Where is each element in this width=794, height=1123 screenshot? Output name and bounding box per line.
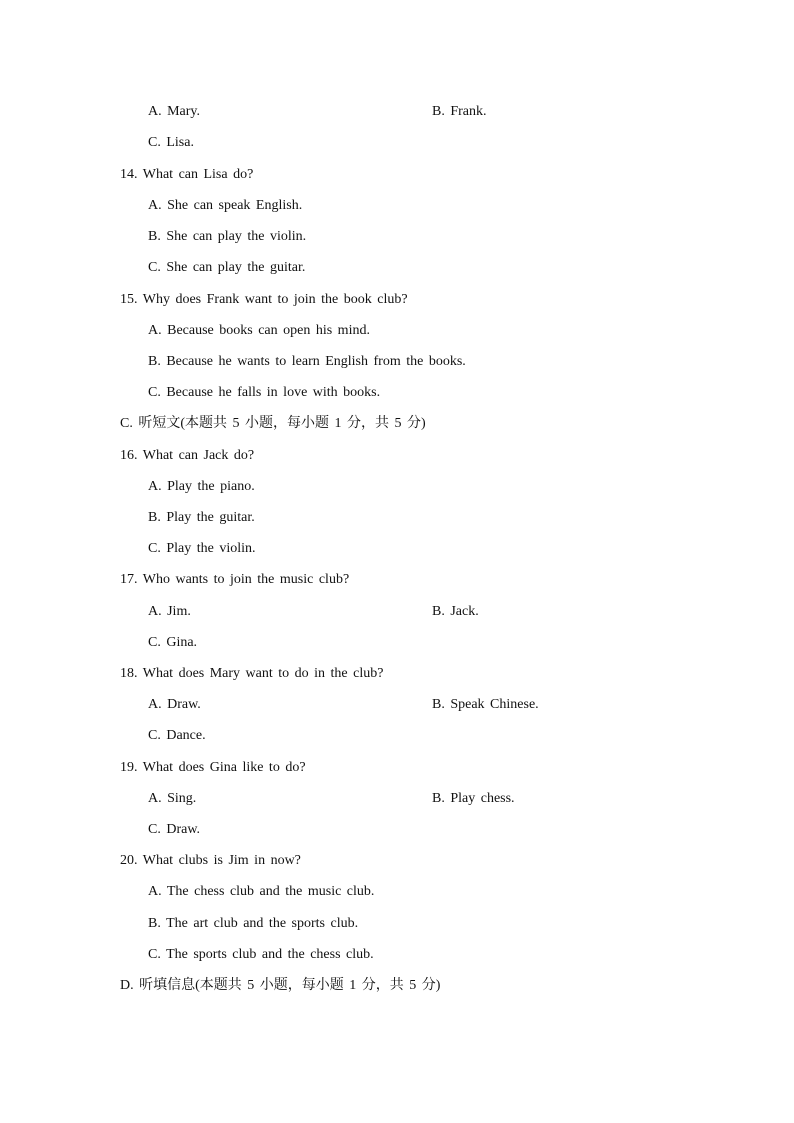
q17-option-b: B. Jack. [432,604,479,619]
q20-option-a: A. The chess club and the music club. [148,884,375,899]
q14-option-a: A. She can speak English. [148,198,303,213]
q13-option-a: A. Mary. [148,104,201,119]
q13-option-c: C. Lisa. [148,135,194,150]
q18-option-c: C. Dance. [148,728,206,743]
section-c-title: C. 听短文(本题共 5 小题，每小题 1 分，共 5 分) [120,416,426,431]
q18-option-a: A. Draw. [148,697,201,712]
q15-question: 15. Why does Frank want to join the book club? [120,292,408,307]
q19-question: 19. What does Gina like to do? [120,760,306,775]
q14-question: 14. What can Lisa do? [120,167,254,182]
q16-option-b: B. Play the guitar. [148,510,255,525]
q17-question: 17. Who wants to join the music club? [120,572,350,587]
q18-question: 18. What does Mary want to do in the club? [120,666,384,681]
q20-question: 20. What clubs is Jim in now? [120,853,301,868]
q14-option-b: B. She can play the violin. [148,229,307,244]
q18-option-b: B. Speak Chinese. [432,697,539,712]
q16-option-c: C. Play the violin. [148,541,256,556]
q20-option-b: B. The art club and the sports club. [148,916,359,931]
q17-option-a: A. Jim. [148,604,191,619]
q19-option-a: A. Sing. [148,791,197,806]
q16-question: 16. What can Jack do? [120,448,255,463]
q16-option-a: A. Play the piano. [148,479,255,494]
q17-option-c: C. Gina. [148,635,198,650]
q20-option-c: C. The sports club and the chess club. [148,947,374,962]
q15-option-b: B. Because he wants to learn English from the books. [148,354,466,369]
q19-option-c: C. Draw. [148,822,201,837]
q14-option-c: C. She can play the guitar. [148,260,306,275]
section-d-title: D. 听填信息(本题共 5 小题，每小题 1 分，共 5 分) [120,978,441,993]
q15-option-a: A. Because books can open his mind. [148,323,370,338]
q19-option-b: B. Play chess. [432,791,515,806]
q13-option-b: B. Frank. [432,104,487,119]
q15-option-c: C. Because he falls in love with books. [148,385,381,400]
